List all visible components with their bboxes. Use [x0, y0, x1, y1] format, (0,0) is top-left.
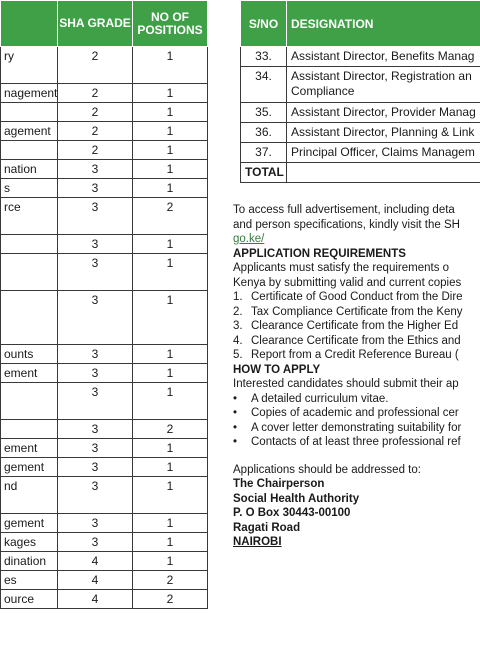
table-row: [1, 514, 208, 533]
sha-grade-cell: 3: [58, 345, 133, 364]
table-row: [1, 122, 208, 141]
sno-cell: 33.: [241, 47, 287, 67]
positions-cell: 2: [133, 590, 208, 609]
address-line: Social Health Authority: [233, 492, 360, 505]
designation-cell: [1, 235, 58, 254]
list-item-text: Report from a Credit Reference Bureau (: [251, 349, 459, 361]
table-row: [241, 67, 480, 103]
table-row: [1, 364, 208, 383]
positions-cell: 1: [133, 364, 208, 383]
application-documents-list: [233, 392, 480, 450]
sha-grade-cell: 3: [58, 254, 133, 291]
list-item: [233, 392, 480, 407]
header-sha-grade: SHA GRADE: [58, 1, 133, 47]
designation-cell: rce: [1, 198, 58, 235]
advertisement-text: [233, 203, 480, 550]
list-number: 5.: [233, 349, 243, 361]
designation-cell: gement: [1, 514, 58, 533]
positions-cell: 1: [133, 458, 208, 477]
table-row: [1, 179, 208, 198]
list-item-text: Copies of academic and professional cer: [251, 407, 459, 419]
requirements-line-1: Applicants must satisfy the requirements o: [233, 262, 450, 274]
sha-grade-cell: 4: [58, 571, 133, 590]
table-row: [1, 160, 208, 179]
table-row: [1, 345, 208, 364]
designation-table-header: [241, 1, 480, 47]
designation-cell: ement: [1, 364, 58, 383]
table-row: [1, 235, 208, 254]
list-item-text: Clearance Certificate from the Ethics and: [251, 334, 461, 347]
designation-cell: ry: [1, 47, 58, 84]
designation-cell: es: [1, 571, 58, 590]
header-designation: DESIGNATION: [287, 1, 480, 47]
list-item: [233, 348, 480, 363]
list-item: [233, 406, 480, 421]
list-item: [233, 334, 480, 349]
table-row: [1, 590, 208, 609]
table-row: [241, 47, 480, 67]
positions-cell: 1: [133, 160, 208, 179]
designation-cell: s: [1, 179, 58, 198]
total-label: TOTAL: [241, 163, 287, 183]
table-row: [1, 571, 208, 590]
list-number: 2.: [233, 305, 243, 318]
sno-cell: 35.: [241, 103, 287, 123]
list-number: 4.: [233, 334, 243, 347]
table-row: [1, 477, 208, 514]
positions-table-header: [1, 1, 208, 47]
positions-cell: 1: [133, 477, 208, 514]
sha-grade-cell: 3: [58, 179, 133, 198]
positions-table-right: [240, 0, 480, 183]
sha-grade-cell: 3: [58, 477, 133, 514]
table-row: [241, 143, 480, 163]
table-row: [1, 439, 208, 458]
table-row: [1, 552, 208, 571]
header-no-of-positions: NO OF POSITIONS: [133, 1, 208, 47]
how-to-apply-intro: Interested candidates should submit their ap: [233, 378, 459, 390]
designation-cell: [1, 254, 58, 291]
header-designation-cut: [1, 1, 58, 47]
designation-cell: ource: [1, 590, 58, 609]
table-row: [1, 254, 208, 291]
sno-cell: 36.: [241, 123, 287, 143]
list-item-text: Contacts of at least three professional ref: [251, 436, 461, 448]
designation-cell: Assistant Director, Planning & Link: [287, 123, 480, 143]
table-row: [1, 103, 208, 122]
designation-cell: ounts: [1, 345, 58, 364]
list-item: [233, 421, 480, 436]
designation-cell: dination: [1, 552, 58, 571]
sha-grade-cell: 3: [58, 458, 133, 477]
requirements-heading: APPLICATION REQUIREMENTS: [233, 247, 406, 260]
positions-cell: 1: [133, 122, 208, 141]
list-item-text: A cover letter demonstrating suitability for: [251, 421, 462, 434]
sha-grade-cell: 3: [58, 514, 133, 533]
designation-cell: [1, 291, 58, 345]
designation-cell: Assistant Director, Benefits Manag: [287, 47, 480, 67]
positions-cell: 1: [133, 47, 208, 84]
table-row: [241, 123, 480, 143]
address-intro: Applications should be addressed to:: [233, 463, 421, 476]
positions-table-left: [0, 0, 208, 609]
designation-cell: nagement: [1, 84, 58, 103]
positions-cell: 1: [133, 103, 208, 122]
designation-cell: nation: [1, 160, 58, 179]
designation-cell: [1, 383, 58, 420]
sha-grade-cell: 2: [58, 84, 133, 103]
list-item: [233, 305, 480, 320]
sno-cell: 34.: [241, 67, 287, 103]
requirements-list: [233, 290, 480, 363]
table-row: [1, 198, 208, 235]
positions-cell: 1: [133, 254, 208, 291]
designation-cell: kages: [1, 533, 58, 552]
sha-grade-cell: 3: [58, 235, 133, 254]
table-row: [1, 420, 208, 439]
sha-grade-cell: 3: [58, 291, 133, 345]
table-row: [1, 383, 208, 420]
address-line: Ragati Road: [233, 521, 301, 534]
sha-grade-cell: 3: [58, 198, 133, 235]
positions-cell: 1: [133, 84, 208, 103]
positions-cell: 2: [133, 420, 208, 439]
bullet-icon: •: [233, 392, 238, 405]
table-row: [1, 533, 208, 552]
bullet-icon: •: [233, 407, 238, 419]
sha-grade-cell: 3: [58, 533, 133, 552]
sha-grade-cell: 2: [58, 47, 133, 84]
sha-grade-cell: 3: [58, 160, 133, 179]
bullet-icon: •: [233, 421, 238, 434]
address-line: The Chairperson: [233, 478, 325, 490]
positions-cell: 1: [133, 345, 208, 364]
designation-cell: Assistant Director, Provider Manag: [287, 103, 480, 123]
sno-cell: 37.: [241, 143, 287, 163]
positions-cell: 1: [133, 235, 208, 254]
table-row: [1, 47, 208, 84]
list-item-text: A detailed curriculum vitae.: [251, 392, 389, 405]
address-line: P. O Box 30443-00100: [233, 507, 351, 519]
sha-grade-cell: 3: [58, 383, 133, 420]
table-row: [1, 141, 208, 160]
table-row: [1, 84, 208, 103]
positions-cell: 1: [133, 179, 208, 198]
sha-grade-cell: 3: [58, 420, 133, 439]
list-item-text: Certificate of Good Conduct from the Dire: [251, 291, 463, 303]
designation-cell: Principal Officer, Claims Managem: [287, 143, 480, 163]
sha-grade-cell: 2: [58, 103, 133, 122]
total-row: [241, 163, 480, 183]
positions-table-body: [1, 47, 208, 609]
address-city: NAIROBI: [233, 536, 282, 548]
sha-grade-cell: 3: [58, 439, 133, 458]
positions-cell: 2: [133, 571, 208, 590]
sha-grade-cell: 4: [58, 552, 133, 571]
table-row: [241, 103, 480, 123]
list-item-text: Clearance Certificate from the Higher Ed: [251, 320, 459, 332]
how-to-apply-heading: HOW TO APPLY: [233, 363, 321, 376]
intro-line-1: To access full advertisement, including deta: [233, 204, 455, 216]
positions-cell: 1: [133, 439, 208, 458]
requirements-line-2: Kenya by submitting valid and current copies: [233, 276, 462, 289]
designation-cell: [1, 420, 58, 439]
sha-grade-cell: 2: [58, 141, 133, 160]
list-number: 1.: [233, 291, 243, 303]
header-sno: S/NO: [241, 1, 287, 47]
list-item: [233, 319, 480, 334]
list-item: [233, 435, 480, 450]
designation-cell: nd: [1, 477, 58, 514]
designation-cell: ement: [1, 439, 58, 458]
list-number: 3.: [233, 320, 243, 332]
postal-address: [233, 477, 480, 535]
positions-cell: 1: [133, 383, 208, 420]
positions-cell: 1: [133, 552, 208, 571]
sha-grade-cell: 2: [58, 122, 133, 141]
sha-grade-cell: 4: [58, 590, 133, 609]
total-value-cell: [287, 163, 480, 183]
table-row: [1, 291, 208, 345]
list-item-text: Tax Compliance Certificate from the Keny: [251, 305, 463, 318]
positions-cell: 1: [133, 533, 208, 552]
designation-cell: [1, 103, 58, 122]
positions-cell: 1: [133, 514, 208, 533]
sha-website-link[interactable]: go.ke/: [233, 233, 265, 245]
designation-cell: Assistant Director, Registration an Compliance: [287, 67, 480, 103]
table-row: [1, 458, 208, 477]
intro-line-2: and person specifications, kindly visit the SH: [233, 218, 460, 231]
positions-cell: 2: [133, 198, 208, 235]
designation-cell: gement: [1, 458, 58, 477]
designation-table-body: [241, 47, 480, 183]
designation-cell: agement: [1, 122, 58, 141]
bullet-icon: •: [233, 436, 238, 448]
list-item: [233, 290, 480, 305]
designation-cell: [1, 141, 58, 160]
positions-cell: 1: [133, 141, 208, 160]
positions-cell: 1: [133, 291, 208, 345]
sha-grade-cell: 3: [58, 364, 133, 383]
